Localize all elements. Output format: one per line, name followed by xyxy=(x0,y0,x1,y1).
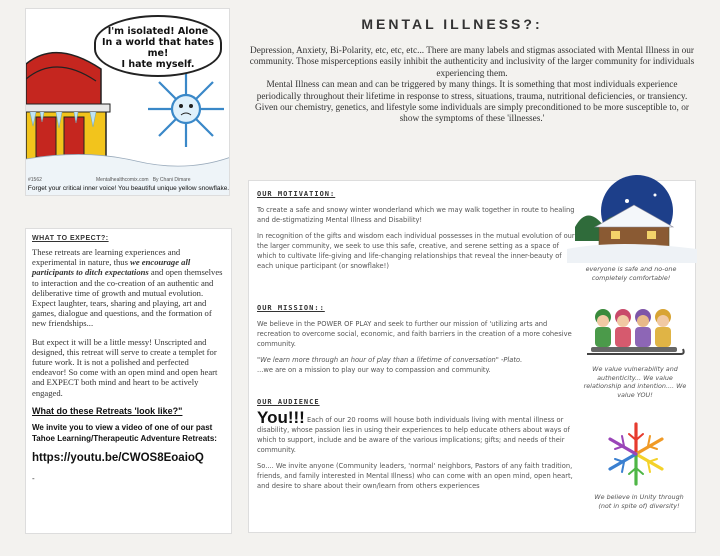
motivation-paragraph-2: In recognition of the gifts and wisdom each individual possesses in the mutual evolution of our the larger community, we seek to use this safe, creative, and serene setting as a space of which to cultivate life-giving and life-changing relationships that reveal the inner-beauty of each unique participant (or snowflake!) xyxy=(257,232,575,270)
mission-paragraph-2: ...we are on a mission to play our way to compassion and community. xyxy=(257,366,491,374)
speech-line-3: I hate myself. xyxy=(121,59,195,70)
mission-heading: OUR MISSION:: xyxy=(257,304,325,312)
cabin-caption: everyone is safe and no-one completely comfortable! xyxy=(585,265,677,282)
what-to-expect-body xyxy=(32,247,225,398)
kids-caption: We value vulnerability and authenticity... We value relationship and intention.... We value YOU! xyxy=(583,365,687,399)
comic-site xyxy=(96,177,191,183)
expect-paragraph-1 xyxy=(32,247,225,329)
kids-sled-illustration xyxy=(585,299,685,361)
retreats-question: What do these Retreats 'look like?" xyxy=(32,405,183,416)
what-to-expect-heading: WHAT TO EXPECT?: xyxy=(32,235,109,242)
snowflake-caption: We believe in Unity through (not in spite of) diversity! xyxy=(594,493,684,510)
video-link[interactable]: https://youtu.be/CWOS8EoaioQ xyxy=(32,451,204,464)
audience-paragraph-2: So.... We invite anyone (Community leaders, 'normal' neighbors, Pastors of any faith tradition, friends, and family interested in Mental Illness) who can come with an open mind, open heart, and desire to share about their own/learn from others experiences xyxy=(257,462,573,490)
plato-quote: "We learn more through an hour of play than a lifetime of conversation" -Plato. xyxy=(257,356,523,364)
trailing-dash: - xyxy=(32,473,35,483)
expect-p1-emphasis: we encourage all participants to ditch expectations xyxy=(32,257,191,278)
comic-caption: Forget your critical inner voice! You beautiful unique yellow snowflake. xyxy=(27,185,230,192)
motivation-paragraph-1: To create a safe and snowy winter wonderland which we may walk together in route to healing and de-stigmatizing Mental Illness and Disability! xyxy=(257,206,575,224)
expect-paragraph-2: But expect it will be a little messy! Unscripted and designed, this retreat will serve to create a templet for future work. It is not a polished and perfected endeavor! So come with an open mind and open heart and EXPECT both mind and heart to be actively engaged. xyxy=(32,336,218,398)
audience-section xyxy=(257,397,575,497)
expect-p1-start: These retreats are learning experiences and experimental in nature, thus xyxy=(32,247,181,268)
audience-p1-text: Each of our 20 rooms will house both individuals living with mental illness or disability, whose passion lies in using their experiences to help educate others about ways of which to support, include and be aware of the various implications; gifts; and needs of their community. xyxy=(257,416,570,454)
rainbow-snowflake-illustration xyxy=(601,419,671,489)
motivation-section xyxy=(257,189,575,277)
intro-text xyxy=(246,46,698,126)
motivation-heading: OUR MOTIVATION: xyxy=(257,190,336,198)
comic-number: #1562 xyxy=(28,177,42,183)
comic-site-text: Mentalhealthcomix.com xyxy=(96,177,149,183)
mission-paragraph-1: We believe in the POWER OF PLAY and seek to further our mission of 'utilizing arts and recreation to overcome social, economic, and faith barriers in the creation of a more cohesive community. xyxy=(257,320,572,348)
mission-section xyxy=(257,303,575,381)
speech-line-2: In a world that hates me! xyxy=(101,37,215,59)
intro-paragraph-1: Depression, Anxiety, Bi-Polarity, etc, etc, etc... There are many labels and stigmas associated with Mental Illness in our community. Those misperceptions easily inhibit the authenticity and inclusivity of the larger community for individuals experiencing them. xyxy=(249,46,695,79)
video-invite: We invite you to view a video of one of our past Tahoe Learning/Therapeutic Adventure Retreats: xyxy=(32,422,217,443)
expect-p1-end: and open themselves to interaction and the co-creation of an authentic and deliberative time of growth and mutual evolution. Expect laughter, tears, sharing and playing, art and games, dialogue and questions, and the formation of new friendships... xyxy=(32,267,223,329)
intro-paragraph-2: Mental Illness can mean and can be triggered by many things. It is something that most individuals experience periodically throughout their lifetime in response to stress, situations, trauma, nutritional deficiencies, or transiency. Given our chemistry, genetics, and lifestyle some individuals are simply preconditioned to be more susceptible to, or show the symptoms of these 'illnesses.' xyxy=(255,80,689,125)
audience-paragraph-1 xyxy=(257,408,575,455)
comic-panel xyxy=(25,8,230,196)
speech-line-1: I'm isolated! Alone xyxy=(107,26,209,37)
snowy-cabin-illustration xyxy=(567,171,697,263)
speech-bubble xyxy=(94,15,222,77)
what-to-expect-panel xyxy=(25,228,232,534)
details-panel xyxy=(248,180,696,533)
comic-artist: By Chani Dimare xyxy=(152,177,191,183)
audience-you: You!!! xyxy=(257,408,305,427)
audience-heading: OUR AUDIENCE xyxy=(257,398,320,406)
page-title: MENTAL ILLNESS?: xyxy=(361,16,543,32)
